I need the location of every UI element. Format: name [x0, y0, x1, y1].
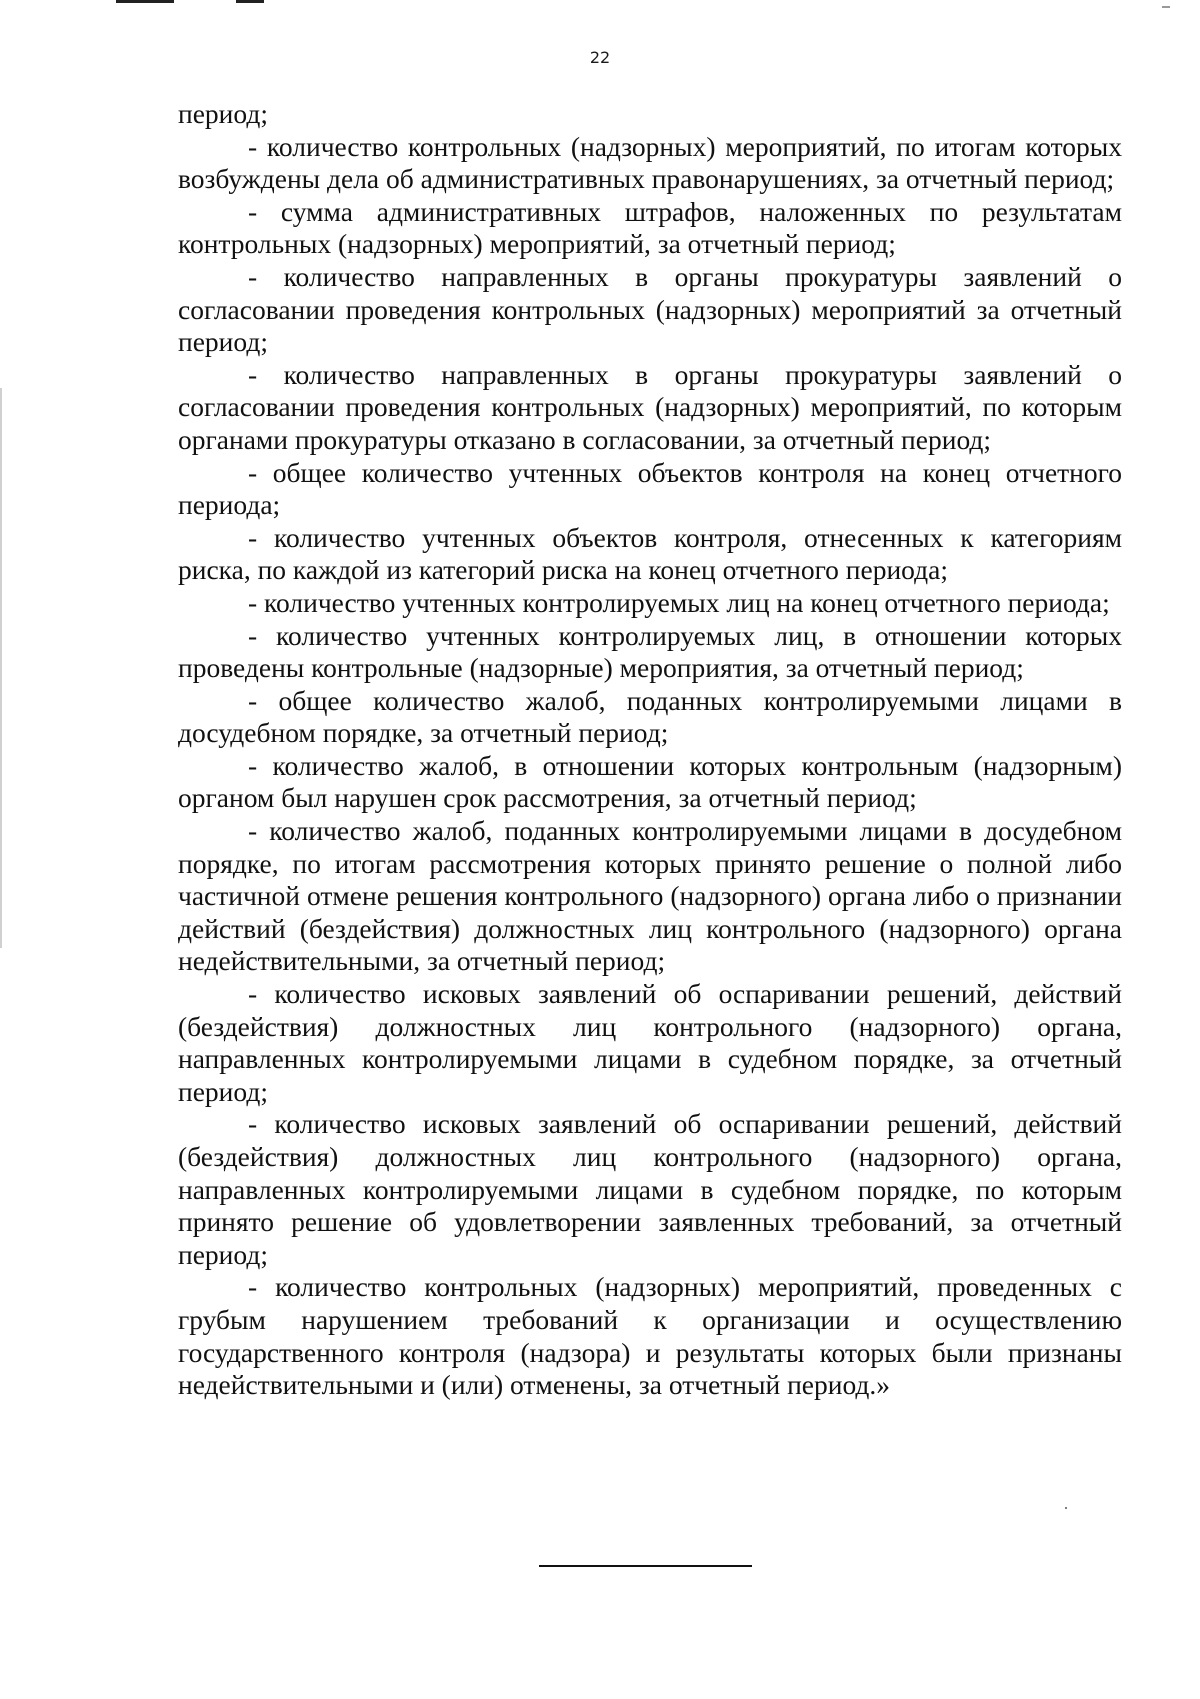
- list-item: - количество контрольных (надзорных) мероприятий, проведенных с грубым нарушением требований к организации и осуществлению государственного контроля (надзора) и результаты которых были признаны недействительными и (или) отменены, за отчетный период.»: [178, 1271, 1122, 1401]
- list-item: - количество учтенных контролируемых лиц на конец отчетного периода;: [248, 586, 1110, 618]
- list-item: - количество учтенных контролируемых лиц, в отношении которых проведены контрольные (надзорные) мероприятия, за отчетный период;: [178, 619, 1122, 684]
- paragraph-continuation: период;: [178, 98, 268, 129]
- end-of-document-rule: [539, 1565, 752, 1567]
- list-item: - количество контрольных (надзорных) мероприятий, по итогам которых возбуждены дела об административных правонарушениях, за отчетный период;: [178, 130, 1122, 195]
- page-number: 22: [589, 48, 611, 67]
- scan-artifact: [116, 0, 174, 3]
- scan-artifact: [236, 0, 264, 3]
- body-text: [178, 98, 1122, 1402]
- scan-edge-line: [0, 388, 2, 948]
- list-item: - количество направленных в органы прокуратуры заявлений о согласовании проведения контрольных (надзорных) мероприятий, по которым органами прокуратуры отказано в согласовании, за отчетный период;: [178, 358, 1122, 455]
- scan-speck: [1065, 1507, 1067, 1509]
- list-item: - количество исковых заявлений об оспаривании решений, действий (бездействия) должностных лиц контрольного (надзорного) органа, направленных контролируемыми лицами в судебном порядке, за отчетный период;: [178, 978, 1122, 1107]
- list-item: - количество направленных в органы прокуратуры заявлений о согласовании проведения контрольных (надзорных) мероприятий за отчетный период;: [178, 260, 1122, 358]
- list-item: - общее количество учтенных объектов контроля на конец отчетного периода;: [178, 456, 1122, 521]
- list-item: - количество учтенных объектов контроля, отнесенных к категориям риска, по каждой из категорий риска на конец отчетного периода;: [178, 521, 1122, 586]
- list-item: - количество жалоб, поданных контролируемыми лицами в досудебном порядке, по итогам рассмотрения которых принято решение о полной либо частичной отмене решения контрольного (надзорного) органа либо о признании действий (бездействия) должностных лиц контрольного (надзорного) органа недействительными, за отчетный период;: [178, 815, 1122, 977]
- list-item: - количество исковых заявлений об оспаривании решений, действий (бездействия) должностных лиц контрольного (надзорного) органа, направленных контролируемыми лицами в судебном порядке, по которым принято решение об удовлетворении заявленных требований, за отчетный период;: [178, 1108, 1122, 1270]
- list-item: - общее количество жалоб, поданных контролируемыми лицами в досудебном порядке, за отчетный период;: [178, 684, 1122, 749]
- list-item: - сумма административных штрафов, наложенных по результатам контрольных (надзорных) мероприятий, за отчетный период;: [178, 195, 1122, 260]
- list-item: - количество жалоб, в отношении которых контрольным (надзорным) органом был нарушен срок рассмотрения, за отчетный период;: [178, 749, 1122, 814]
- scan-artifact: [1162, 6, 1170, 8]
